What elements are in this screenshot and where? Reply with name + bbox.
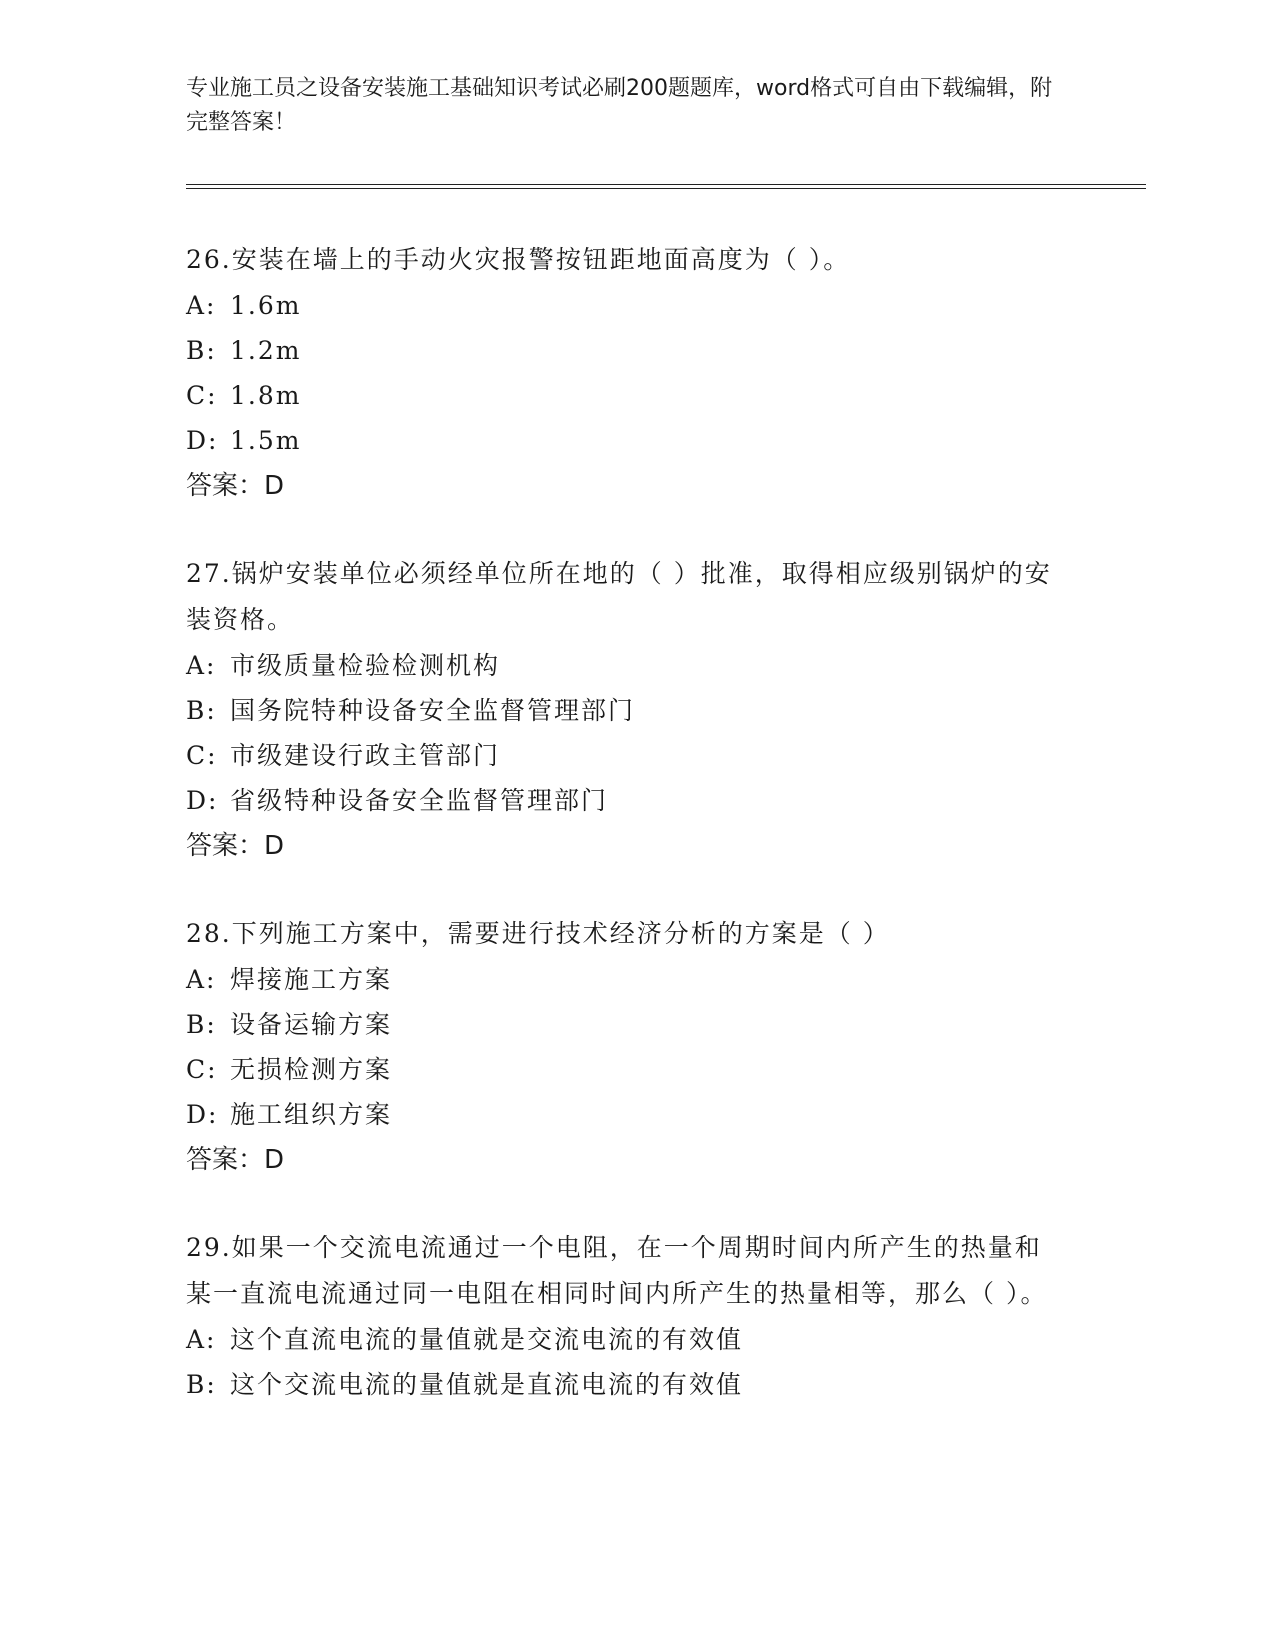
option-key: A:: [186, 1325, 217, 1354]
question-stem: 29.如果一个交流电流通过一个电阻，在一个周期时间内所产生的热量和某一直流电流通过同一电阻在相同时间内所产生的热量相等，那么（ ）。: [186, 1233, 1048, 1308]
option-c: [186, 1047, 1146, 1092]
option-b: [186, 1362, 1146, 1407]
document-header: 专业施工员之设备安装施工基础知识考试必刷200题题库，word格式可自由下载编辑，附完整答案！: [186, 76, 1053, 135]
option-text: 市级建设行政主管部门: [230, 741, 501, 770]
option-a: [186, 283, 1146, 328]
option-a: [186, 957, 1146, 1002]
option-text: 1.8m: [230, 381, 302, 410]
option-key: C:: [186, 741, 218, 770]
answer-line: 答案：D: [186, 1145, 285, 1175]
option-text: 省级特种设备安全监督管理部门: [230, 786, 609, 815]
option-b: [186, 688, 1146, 733]
option-key: B:: [186, 1010, 217, 1039]
option-d: [186, 778, 1146, 823]
option-text: 这个交流电流的量值就是直流电流的有效值: [230, 1370, 744, 1399]
option-key: A:: [186, 291, 217, 320]
question-stem: 28.下列施工方案中，需要进行技术经济分析的方案是（ ）: [186, 919, 890, 948]
question-list: [186, 237, 1146, 1407]
option-key: D:: [186, 786, 219, 815]
option-text: 无损检测方案: [230, 1055, 393, 1084]
option-text: 1.6m: [230, 291, 302, 320]
option-text: 市级质量检验检测机构: [230, 651, 501, 680]
question-stem: 26.安装在墙上的手动火灾报警按钮距地面高度为（ ）。: [186, 245, 851, 274]
question-26: [186, 237, 1146, 509]
option-text: 焊接施工方案: [230, 965, 393, 994]
option-d: [186, 1092, 1146, 1137]
answer-line: 答案：D: [186, 831, 285, 861]
document-page: [186, 0, 1146, 1449]
option-d: [186, 418, 1146, 463]
option-text: 这个直流电流的量值就是交流电流的有效值: [230, 1325, 744, 1354]
question-27: [186, 551, 1146, 869]
option-b: [186, 328, 1146, 373]
question-stem: 27.锅炉安装单位必须经单位所在地的（ ）批准，取得相应级别锅炉的安装资格。: [186, 559, 1052, 634]
option-key: D:: [186, 1100, 219, 1129]
option-key: B:: [186, 336, 217, 365]
question-29: [186, 1225, 1146, 1407]
option-text: 1.2m: [230, 336, 302, 365]
option-key: C:: [186, 1055, 218, 1084]
option-text: 施工组织方案: [230, 1100, 393, 1129]
option-a: [186, 1317, 1146, 1362]
header-divider: [186, 184, 1146, 189]
option-text: 国务院特种设备安全监督管理部门: [230, 696, 636, 725]
option-key: B:: [186, 1370, 217, 1399]
option-key: A:: [186, 651, 217, 680]
option-b: [186, 1002, 1146, 1047]
option-key: D:: [186, 426, 219, 455]
question-28: [186, 911, 1146, 1183]
option-text: 设备运输方案: [230, 1010, 393, 1039]
option-c: [186, 733, 1146, 778]
option-key: B:: [186, 696, 217, 725]
option-c: [186, 373, 1146, 418]
option-key: C:: [186, 381, 218, 410]
option-key: A:: [186, 965, 217, 994]
answer-line: 答案：D: [186, 471, 285, 501]
option-a: [186, 643, 1146, 688]
option-text: 1.5m: [230, 426, 302, 455]
